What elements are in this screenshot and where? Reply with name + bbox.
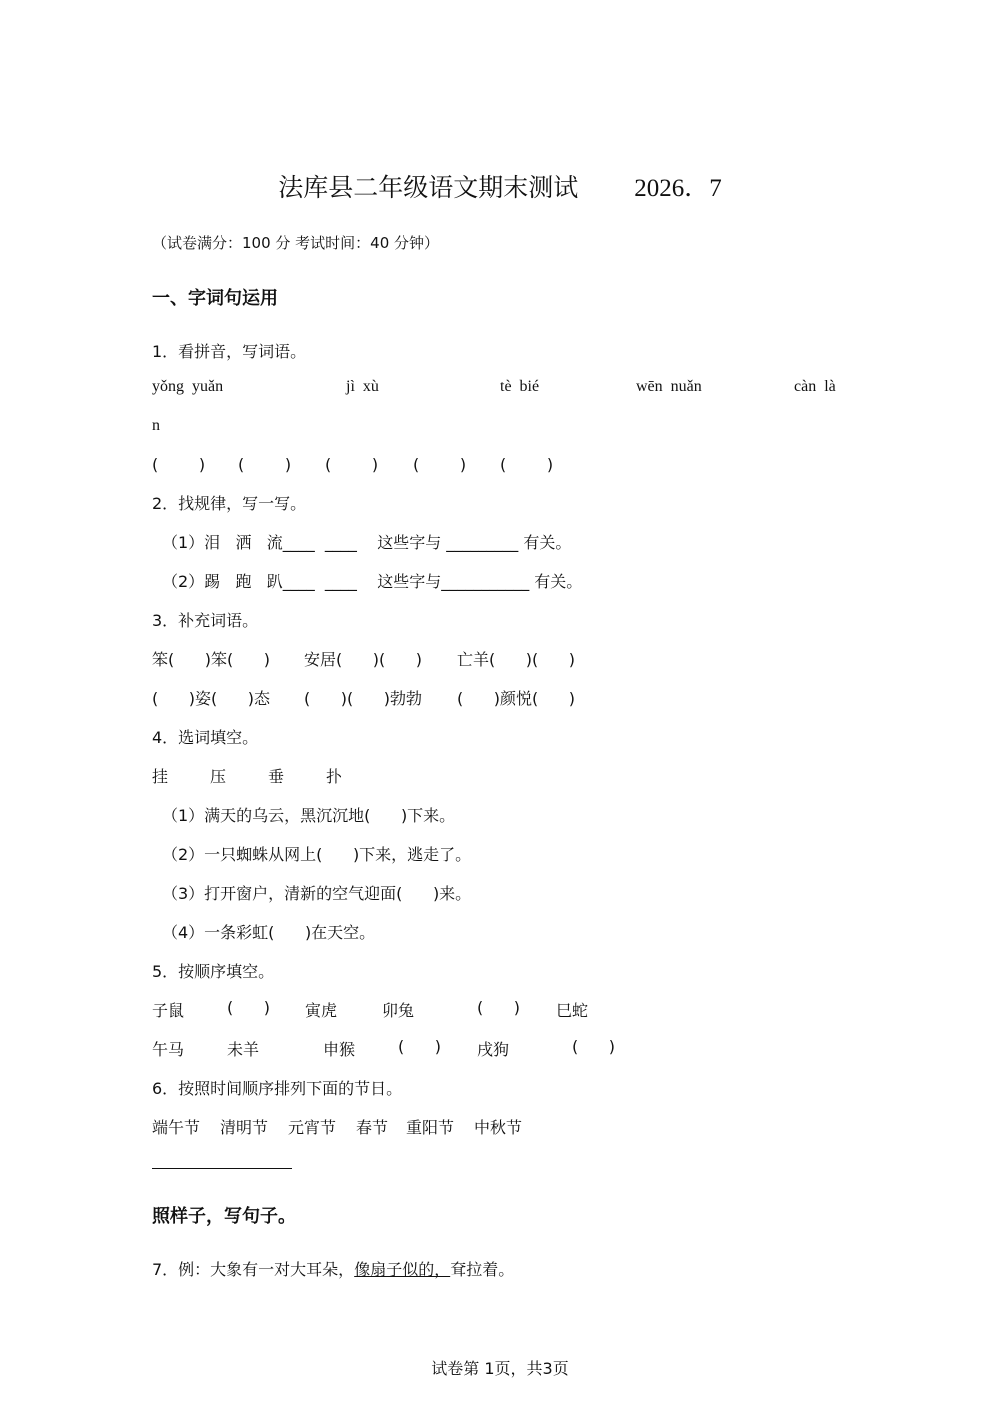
pinyin-1: yǒng yuǎn	[152, 378, 224, 395]
festival-1: 端午节	[152, 1118, 201, 1137]
question-2-prompt: 2．找规律，写一写。	[152, 494, 307, 513]
zodiac-1: 子鼠	[152, 1001, 185, 1020]
pinyin-4: wēn nuǎn	[636, 378, 702, 395]
idiom-3[interactable]: 亡羊( )( )	[457, 650, 576, 669]
answer-bracket-5[interactable]: ( )	[500, 455, 554, 474]
answer-bracket-3[interactable]: ( )	[325, 455, 379, 474]
zodiac-blank-2[interactable]: ( )	[477, 998, 520, 1017]
question-3-prompt: 3．补充词语。	[152, 611, 259, 630]
question-2-item-2[interactable]: （2）踢 跑 趴____ ____ 这些字与___________ 有关。	[162, 572, 583, 591]
title-text: 法库县二年级语文期末测试	[278, 173, 579, 202]
exam-meta: （试卷满分：100 分 考试时间：40 分钟）	[152, 234, 440, 252]
example-suffix: 耷拉着。	[450, 1260, 515, 1279]
word-option-1: 挂	[152, 767, 169, 786]
word-option-4: 扑	[326, 767, 343, 786]
idiom-1[interactable]: 笨( )笨( )	[152, 650, 271, 669]
pinyin-3: tè bié	[500, 378, 540, 395]
idiom-5[interactable]: ( )( )勃勃	[304, 689, 423, 708]
question-4-prompt: 4．选词填空。	[152, 728, 259, 747]
idiom-2[interactable]: 安居( )( )	[304, 650, 423, 669]
answer-bracket-4[interactable]: ( )	[413, 455, 467, 474]
question-7-example	[152, 1257, 514, 1280]
question-2-item-1[interactable]: （1）泪 洒 流____ ____ 这些字与 _________ 有关。	[162, 533, 572, 552]
answer-line[interactable]	[152, 1168, 292, 1169]
exam-date: 2026．7	[634, 175, 722, 202]
question-4-item-4[interactable]: （4）一条彩虹( )在天空。	[162, 923, 376, 942]
festival-4: 春节	[356, 1118, 389, 1137]
zodiac-7: 申猴	[323, 1040, 356, 1059]
word-option-3: 垂	[268, 767, 285, 786]
pinyin-2: jì xù	[346, 378, 379, 395]
answer-bracket-1[interactable]: ( )	[152, 455, 206, 474]
example-underlined: 像扇子似的，	[354, 1260, 451, 1279]
idiom-4[interactable]: ( )姿( )态	[152, 689, 271, 708]
zodiac-blank-1[interactable]: ( )	[227, 998, 270, 1017]
question-4-item-2[interactable]: （2）一只蜘蛛从网上( )下来，逃走了。	[162, 845, 472, 864]
zodiac-4: 巳蛇	[556, 1001, 589, 1020]
festival-5: 重阳节	[406, 1118, 455, 1137]
festival-6: 中秋节	[474, 1118, 523, 1137]
answer-bracket-2[interactable]: ( )	[238, 455, 292, 474]
zodiac-blank-3[interactable]: ( )	[398, 1037, 441, 1056]
zodiac-blank-4[interactable]: ( )	[572, 1037, 615, 1056]
exam-title	[0, 168, 1000, 204]
zodiac-5: 午马	[152, 1040, 185, 1059]
question-4-item-1[interactable]: （1）满天的乌云，黑沉沉地( )下来。	[162, 806, 456, 825]
question-6-prompt: 6．按照时间顺序排列下面的节日。	[152, 1079, 403, 1098]
zodiac-2: 寅虎	[305, 1001, 338, 1020]
word-option-2: 压	[210, 767, 227, 786]
pinyin-wrap: n	[152, 417, 160, 434]
example-prefix: 7．例：大象有一对大耳朵，	[152, 1260, 355, 1279]
pinyin-5: càn là	[794, 378, 836, 395]
festival-2: 清明节	[220, 1118, 269, 1137]
section-title: 一、字词句运用	[152, 288, 278, 309]
zodiac-3: 卯兔	[382, 1001, 415, 1020]
section-2-title: 照样子，写句子。	[152, 1206, 296, 1227]
idiom-6[interactable]: ( )颜悦( )	[457, 689, 576, 708]
page-footer: 试卷第 1页，共3页	[431, 1359, 569, 1378]
zodiac-6: 未羊	[227, 1040, 260, 1059]
question-1-prompt: 1．看拼音，写词语。	[152, 342, 307, 361]
festival-3: 元宵节	[288, 1118, 337, 1137]
zodiac-8: 戌狗	[477, 1040, 510, 1059]
question-4-item-3[interactable]: （3）打开窗户，清新的空气迎面( )来。	[162, 884, 472, 903]
question-5-prompt: 5．按顺序填空。	[152, 962, 275, 981]
